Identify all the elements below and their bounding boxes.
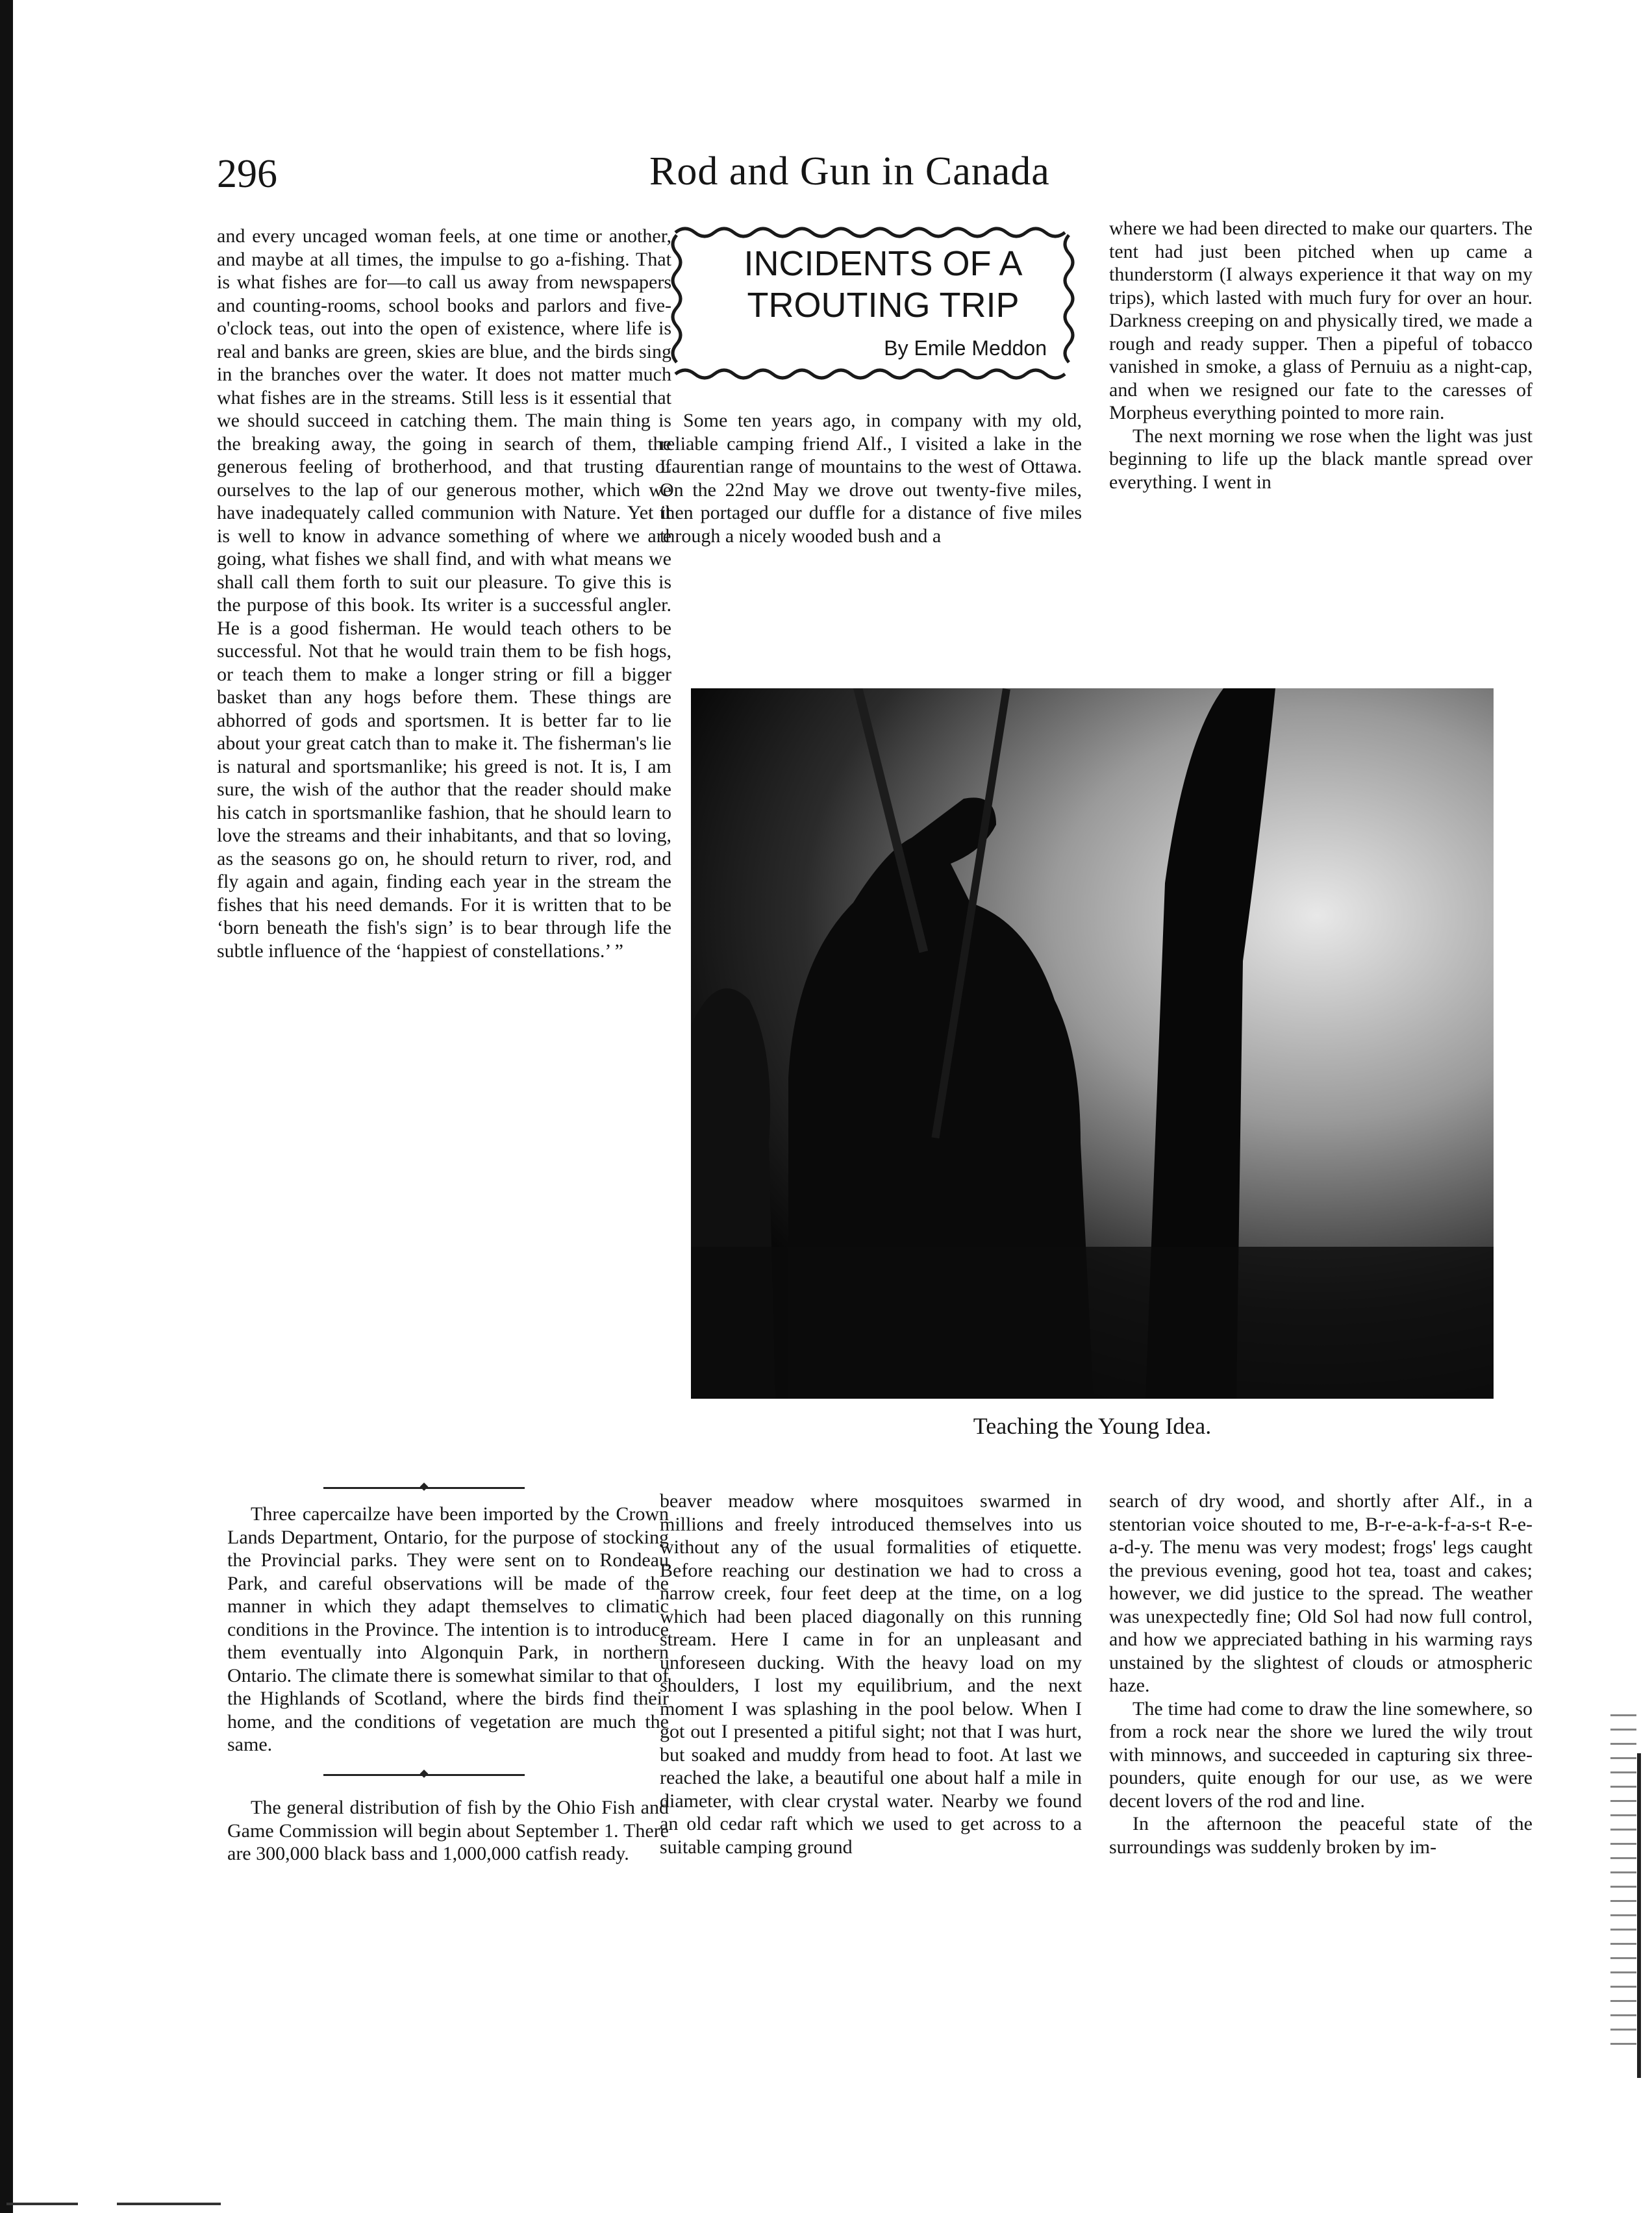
ornamental-divider bbox=[323, 1774, 525, 1776]
note-capercailzie: Three capercailze have been imported by the Crown Lands Department, Ontario, for the purpose of stocking the Provincial parks. They were sent on to Rondeau Park, and careful observations will be made of the manner in which they adapt themselves to climatic conditions in the Province. The intention is to introduce them eventually into Algonquin Park, in northern Ontario. The climate there is somewhat similar to that of the Highlands of Scotland, where the birds find their home, and the conditions of vegetation are much the same. bbox=[227, 1503, 669, 1755]
article-paragraph: search of dry wood, and shortly after Alf., in a stentorian voice shouted to me, B-r-e-a-k-f-a-s-t R-e-a-d-y. The menu was very modest; frogs' legs caught the previous evening, good hot tea, toast and cakes; however, we did justice to the spread. The weather was unexpectedly fine; Old Sol had now full control, and how we appreciated bathing in his warming rays unstained by the slightest of clouds or atmospheric haze. bbox=[1109, 1490, 1533, 1696]
article-paragraph: beaver meadow where mosquitoes swarmed in millions and freely introduced themselves into us without any of the usual formalities of etiquette. Before reaching our destination we had to cross a narrow creek, four feet deep at the time, on a log which had been placed diagonally on this running stream. Here I came in for an unpleasant and unforeseen ducking. With the heavy load on my shoulders, I lost my equilibrium, and the next moment I was splashing in the pool below. When I got out I presented a pitiful sight; not that I was hurt, but soaked and muddy from head to foot. At last we reached the lake, a beautiful one about half a mile in diameter, with clear crystal water. Nearby we found an old cedar raft which we used to get across to a suitable camping ground bbox=[660, 1490, 1082, 1858]
photograph bbox=[691, 688, 1494, 1399]
article-title: INCIDENTS OF A TROUTING TRIP bbox=[744, 244, 1023, 325]
page-number: 296 bbox=[217, 152, 277, 196]
article-paragraph: In the afternoon the peaceful state of the surroundings was suddenly broken by im- bbox=[1109, 1813, 1533, 1858]
article-paragraph: The next morning we rose when the light was just beginning to life up the black mantle spread over everything. I went in bbox=[1109, 425, 1533, 493]
note-ohio: The general distribution of fish by the Ohio Fish and Game Commission will begin about September 1. There are 300,000 black bass and 1,000,000 catfish ready. bbox=[227, 1797, 669, 1864]
photo-caption: Teaching the Young Idea. bbox=[973, 1413, 1212, 1439]
left-column-notes bbox=[227, 1503, 669, 1757]
article-column-right-bottom bbox=[1109, 1490, 1533, 1858]
scan-margin-bar bbox=[1637, 1753, 1641, 2078]
left-column-review bbox=[217, 225, 671, 962]
article-paragraph: The time had come to draw the line somewhere, so from a rock near the shore we lured the wily trout with minnows, and succeeded in capturing six three-pounders, quite enough for our use, as we were decent lovers of the rod and line. bbox=[1109, 1697, 1533, 1812]
article-paragraph: where we had been directed to make our quarters. The tent had just been pitched when up came a thunderstorm (I always experience it that way on my trips), which lasted with much fury for over an hour. Darkness creeping on and physically tired, we made a rough and ready supper. Then a pipeful of tobacco vanished in smoke, a glass of Pernuiu as a night-cap, and when we resigned our fate to the caresses of Morpheus everything pointed to more rain. bbox=[1109, 218, 1533, 423]
article-column-right-top bbox=[1109, 217, 1533, 494]
left-column-note-ohio bbox=[227, 1796, 669, 1866]
scan-edge bbox=[0, 0, 13, 2213]
article-column-mid-top bbox=[660, 409, 1082, 547]
article-byline: By Emile Meddon bbox=[884, 336, 1047, 360]
article-column-mid-bottom bbox=[660, 1490, 1082, 1858]
review-paragraph: and every uncaged woman feels, at one time or another, and maybe at all times, the impulse to go a-fishing. That is what fishes are for—to call us away from newspapers and counting-rooms, school books and parlors and five-o'clock teas, out into the open of existence, where life is real and banks are green, skies are blue, and the birds sing in the branches over the water. It does not matter much what fishes are in the streams. Still less is it essential that we should succeed in catching them. The main thing is the breaking away, the going in search of them, the generous feeling of brotherhood, and that trusting of ourselves to the lap of our generous mother, which we have inadequately called communion with Nature. Yet it is well to know in advance something of where we are going, what fishes we shall find, and with what means we shall call them forth to suit our pleasure. To give this is the purpose of this book. Its writer is a successful angler. He is a good fisherman. He would teach others to be successful. Not that he would train them to be fish hogs, or teach them to make a longer string or fill a bigger basket than any hogs before them. These things are abhorred of gods and sportsmen. It is better far to lie about your great catch than to make it. The fisherman's lie is natural and sportsmanlike; his greed is not. It is, I am sure, the wish of the author that the reader should make his catch in sportsmanlike fashion, that he should learn to love the streams and their inhabitants, and that so loving, as the seasons go on, he should return to river, rod, and fly again and again, finding each year in the stream the fishes that his need demands. For it is written that to be ‘born beneath the fish's sign’ is to bear through life the subtle influence of the ‘happiest of constellations.’ ” bbox=[217, 225, 671, 962]
article-title-box bbox=[662, 221, 1083, 386]
article-paragraph: Some ten years ago, in company with my old, reliable camping friend Alf., I visited a lake in the Laurentian range of mountains to the west of Ottawa. On the 22nd May we drove out twenty-five miles, then portaged our duffle for a distance of five miles through a nicely wooded bush and a bbox=[660, 410, 1082, 547]
magazine-title: Rod and Gun in Canada bbox=[649, 149, 1050, 194]
ornamental-divider bbox=[323, 1487, 525, 1489]
scan-margin-marks bbox=[1610, 1714, 1636, 2052]
footer-rule bbox=[6, 2203, 221, 2205]
photo-silhouettes bbox=[691, 688, 1494, 1399]
